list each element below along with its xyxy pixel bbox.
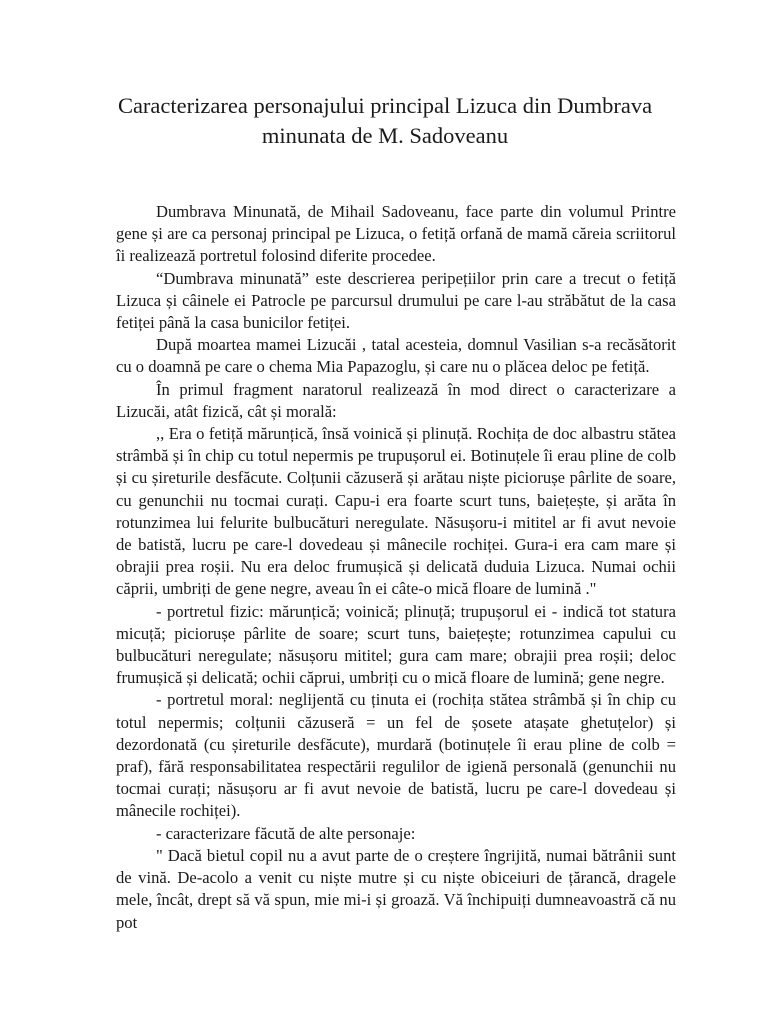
paragraph: După moartea mamei Lizucăi , tatal acesteia, domnul Vasilian s-a recăsătorit cu o doamnă pe care o chema Mia Papazoglu, și care nu o plăcea deloc pe fetiță. xyxy=(116,335,676,377)
paragraph: În primul fragment naratorul realizează în mod direct o caracterizare a Lizucăi, atât fizică, cât și morală: xyxy=(116,379,676,421)
paragraph: “Dumbrava minunată” este descrierea peripețiilor prin care a trecut o fetiță Lizuca și câinele ei Patrocle pe parcursul drumului pe care l-au străbătut de la casa fetiței până la casa bunicilor fetiței. xyxy=(116,268,676,333)
paragraph: - portretul moral: neglijentă cu ținuta ei (rochița stătea strâmbă și în chip cu totul nepermis; colțunii căzuseră = un fel de șosete atașate ghetuțelor) și dezordonată (cu șireturile desfăcute), murdară (botinuțele îi erau pline de colb = praf), fără responsabilitatea respectării regulilor de igienă personală (genunchii nu tocmai curați; năsușoru ar fi avut nevoie de batistă, lucru pe care-l dovedeau și mânecile rochiței). xyxy=(116,690,676,821)
quote-paragraph: " Dacă bietul copil nu a avut parte de o creștere îngrijită, numai bătrânii sunt de vină. De-acolo a venit cu niște mutre și cu niște obiceiuri de țărancă, dragele mele, încât, drept să vă spun, mie mi-i și groază. Vă închipuiți dumneavoastră că nu pot xyxy=(116,845,676,932)
paragraph: Dumbrava Minunată, de Mihail Sadoveanu, face parte din volumul Printre gene și are ca personaj principal pe Lizuca, o fetiță orfană de mamă căreia scriitorul îi realizează portretul folosind diferite procedee. xyxy=(116,202,676,266)
quote-paragraph: ,, Era o fetiță mărunțică, însă voinică și plinuță. Rochița de doc albastru stătea strâmbă și în chip cu totul nepermis pe trupușorul ei. Botinuțele îi erau pline de colb și cu șireturile desfăcute. Colțunii căzuseră și arătau niște piciorușe pârlite de soare, cu genunchii nu tocmai curați. Capu-i era foarte scurt tuns, baiețește, și arăta în rotunzimea lui felurite bulbucături neregulate. Năsușoru-i mititel ar fi avut nevoie de batistă, lucru pe care-l dovedeau și mânecile rochiței. Gura-i era cam mare și obrajii prea roșii. Nu era deloc frumușică și delicată duduia Lizuca. Numai ochii căprii, umbriți de gene negre, aveau în ei câte-o mică floare de lumină ." xyxy=(116,424,676,599)
paragraph: - caracterizare făcută de alte personaje: xyxy=(156,823,416,843)
paragraph: - portretul fizic: mărunțică; voinică; plinuță; trupușorul ei - indică tot statura micuță; piciorușe pârlite de soare; scurt tuns, baiețește; rotunzimea capului cu bulbucături neregulate; năsușoru mititel; gura cam mare; obrajii prea roșii; deloc frumușică și delicată; ochii căprui, umbriți cu o mică floare de lumină; gene negre. xyxy=(116,601,676,688)
document-title: Caracterizarea personajului principal Lizuca din Dumbrava minunata de M. Sadoveanu xyxy=(117,93,653,148)
document-body xyxy=(116,201,676,934)
